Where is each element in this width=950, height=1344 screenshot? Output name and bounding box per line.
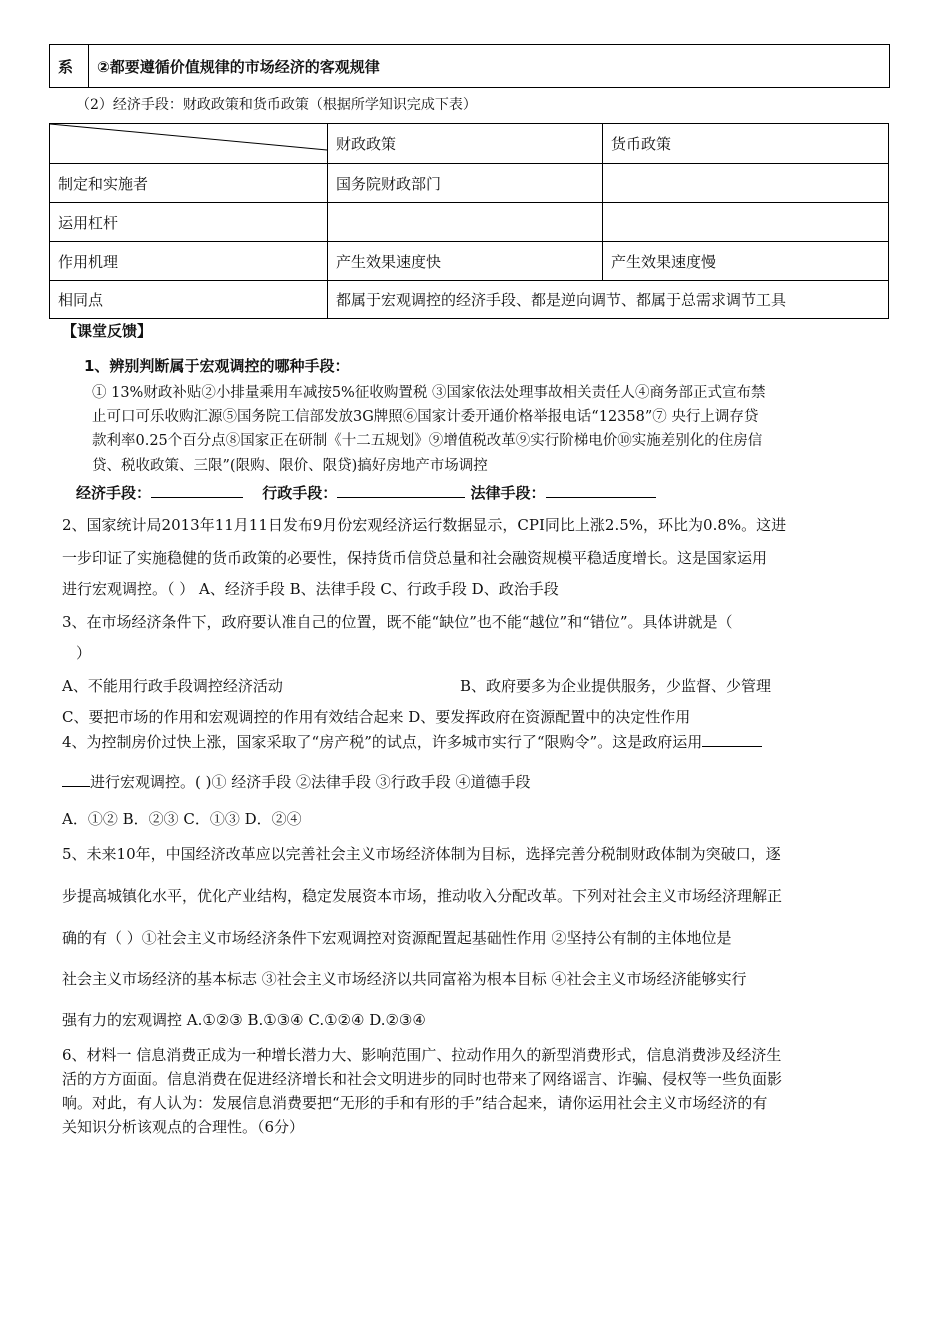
q3-option-b: B、政府要多为企业提供服务，少监督、少管理	[460, 677, 772, 695]
q4-blank-cont[interactable]	[62, 772, 90, 787]
top-table-cell-1: 系	[50, 45, 89, 88]
cell-fiscal	[328, 203, 603, 242]
q5-line: 5、未来10年，中国经济改革应以完善社会主义市场经济体制为目标，选择完善分税制财政体制为突破口，逐	[62, 845, 781, 863]
q3-line: 3、在市场经济条件下，政府要认准自己的位置，既不能“缺位”也不能“越位”和“错位”。具体讲就是（	[62, 613, 733, 631]
q4-line2: 进行宏观调控。( )① 经济手段 ②法律手段 ③行政手段 ④道德手段	[90, 773, 531, 791]
header-monetary: 货币政策	[603, 124, 889, 164]
row-label: 相同点	[50, 281, 328, 319]
q1-line: ① 13%财政补贴②小排量乘用车减按5%征收购置税 ③国家依法处理事故相关责任人④商务部正式宣布禁	[92, 385, 766, 401]
cell-monetary	[603, 203, 889, 242]
q4-options: A．①② B．②③ C．①③ D．②④	[62, 810, 302, 828]
legal-blank[interactable]	[546, 483, 656, 498]
cell-monetary: 产生效果速度慢	[603, 242, 889, 281]
q4-blank[interactable]	[702, 732, 762, 747]
q6-line: 活的方方面面。信息消费在促进经济增长和社会文明进步的同时也带来了网络谣言、诈骗、侵权等一些负面影	[62, 1070, 783, 1088]
q3-option-a: A、不能用行政手段调控经济活动	[62, 677, 283, 695]
q4-line1-wrap	[62, 731, 762, 752]
q1-line: 止可口可乐收购汇源⑤国务院工信部发放3G牌照⑥国家计委开通价格举报电话“12358”⑦ 央行上调存贷	[92, 409, 759, 425]
q2-line: 一步印证了实施稳健的货币政策的必要性，保持货币信贷总量和社会融资规模平稳适度增长。这是国家运用	[62, 549, 768, 567]
economic-blank[interactable]	[151, 483, 243, 498]
q6-line: 关知识分析该观点的合理性。（6分）	[62, 1118, 305, 1136]
section2-caption: （2）经济手段：财政政策和货币政策（根据所学知识完成下表）	[76, 97, 477, 113]
q3-line: ）	[76, 644, 92, 662]
diagonal-line	[50, 124, 327, 163]
cell-monetary	[603, 164, 889, 203]
row-label: 制定和实施者	[50, 164, 328, 203]
q5-line: 步提高城镇化水平，优化产业结构，稳定发展资本市场，推动收入分配改革。下列对社会主义市场经济理解正	[62, 887, 783, 905]
feedback-title: 【课堂反馈】	[62, 322, 153, 340]
top-table-cell-2: ②都要遵循价值规律的市场经济的客观规律	[89, 45, 890, 88]
q5-line: 确的有（ ）①社会主义市场经济条件下宏观调控对资源配置起基础性作用 ②坚持公有制的主体地位是	[62, 929, 732, 947]
header-fiscal: 财政政策	[328, 124, 603, 164]
legal-label: 法律手段：	[470, 484, 546, 502]
q5-line: 社会主义市场经济的基本标志 ③社会主义市场经济以共同富裕为根本目标 ④社会主义市场经济能够实行	[62, 970, 747, 988]
top-partial-table	[49, 44, 890, 88]
admin-label: 行政手段：	[262, 484, 338, 502]
q6-line: 响。对此，有人认为：发展信息消费要把“无形的手和有形的手”结合起来，请你运用社会主义市场经济的有	[62, 1094, 768, 1112]
policy-table	[49, 123, 889, 319]
admin-blank[interactable]	[337, 483, 465, 498]
q4-line1: 4、为控制房价过快上涨，国家采取了“房产税”的试点，许多城市实行了“限购令”。这是政府运用	[62, 733, 703, 751]
q6-line: 6、材料一 信息消费正成为一种增长潜力大、影响范围广、拉动作用久的新型消费形式，信息消费涉及经济生	[62, 1046, 782, 1064]
economic-label: 经济手段：	[76, 484, 152, 502]
q1-answer-blanks	[76, 482, 656, 503]
q1-line: 贷、税收政策、三限”(限购、限价、限贷)搞好房地产市场调控	[92, 458, 488, 474]
q2-line: 2、国家统计局2013年11月11日发布9月份宏观经济运行数据显示，CPI同比上涨2.5%，环比为0.8%。这进	[62, 516, 787, 534]
q5-line: 强有力的宏观调控 A.①②③ B.①③④ C.①②④ D.②③④	[62, 1011, 426, 1029]
cell-merged: 都属于宏观调控的经济手段、都是逆向调节、都属于总需求调节工具	[328, 281, 889, 319]
q4-line2-wrap	[62, 771, 531, 792]
cell-fiscal: 国务院财政部门	[328, 164, 603, 203]
q2-line: 进行宏观调控。（ ） A、经济手段 B、法律手段 C、行政手段 D、政治手段	[62, 580, 559, 598]
row-label: 运用杠杆	[50, 203, 328, 242]
row-label: 作用机理	[50, 242, 328, 281]
cell-fiscal: 产生效果速度快	[328, 242, 603, 281]
diagonal-header-cell	[50, 124, 328, 164]
q1-title: 1、辨别判断属于宏观调控的哪种手段：	[84, 357, 350, 375]
q3-option-cd: C、要把市场的作用和宏观调控的作用有效结合起来 D、要发挥政府在资源配置中的决定性作用	[62, 708, 691, 726]
q1-line: 款利率0.25个百分点⑧国家正在研制《十二五规划》⑨增值税改革⑨实行阶梯电价⑩实施差别化的住房信	[92, 433, 763, 449]
